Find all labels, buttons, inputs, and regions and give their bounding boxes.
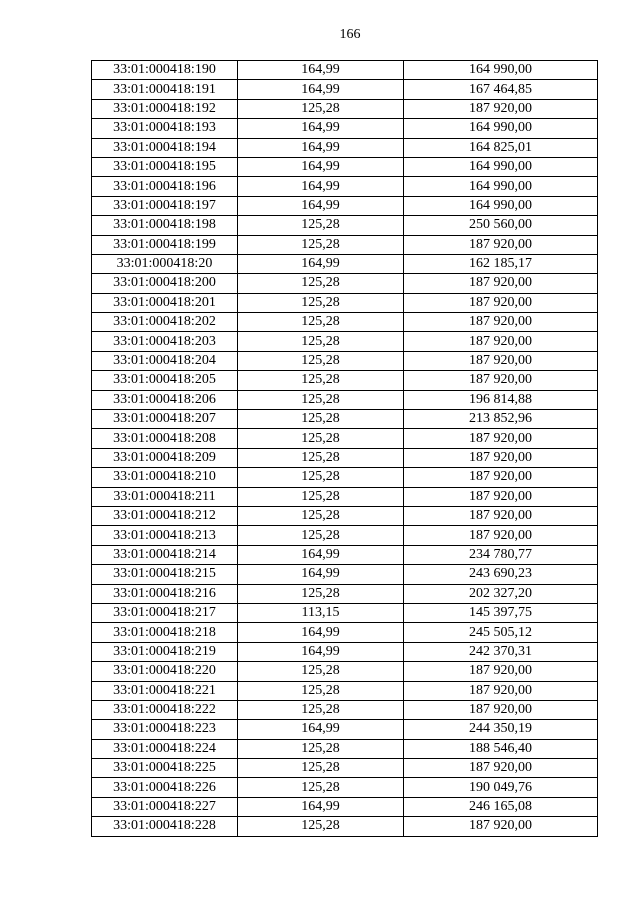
area-cell: 125,28 bbox=[238, 778, 404, 797]
table-row bbox=[92, 506, 598, 525]
table-row bbox=[92, 274, 598, 293]
table-row bbox=[92, 235, 598, 254]
value-cell: 187 920,00 bbox=[404, 235, 598, 254]
value-cell: 187 920,00 bbox=[404, 332, 598, 351]
cadastral-number-cell: 33:01:000418:199 bbox=[92, 235, 238, 254]
table-row bbox=[92, 778, 598, 797]
area-cell: 164,99 bbox=[238, 254, 404, 273]
table-row bbox=[92, 157, 598, 176]
value-cell: 187 920,00 bbox=[404, 662, 598, 681]
cadastral-number-cell: 33:01:000418:222 bbox=[92, 700, 238, 719]
cadastral-number-cell: 33:01:000418:201 bbox=[92, 293, 238, 312]
value-cell: 187 920,00 bbox=[404, 429, 598, 448]
table-row bbox=[92, 138, 598, 157]
cadastral-number-cell: 33:01:000418:217 bbox=[92, 603, 238, 622]
table-row bbox=[92, 293, 598, 312]
cadastral-number-cell: 33:01:000418:193 bbox=[92, 119, 238, 138]
table-row bbox=[92, 700, 598, 719]
cadastral-number-cell: 33:01:000418:218 bbox=[92, 623, 238, 642]
area-cell: 125,28 bbox=[238, 313, 404, 332]
cadastral-number-cell: 33:01:000418:223 bbox=[92, 720, 238, 739]
value-cell: 145 397,75 bbox=[404, 603, 598, 622]
table-row bbox=[92, 448, 598, 467]
value-cell: 187 920,00 bbox=[404, 681, 598, 700]
value-cell: 164 990,00 bbox=[404, 196, 598, 215]
value-cell: 242 370,31 bbox=[404, 642, 598, 661]
value-cell: 234 780,77 bbox=[404, 545, 598, 564]
cadastral-number-cell: 33:01:000418:196 bbox=[92, 177, 238, 196]
table-row bbox=[92, 739, 598, 758]
value-cell: 164 990,00 bbox=[404, 177, 598, 196]
area-cell: 164,99 bbox=[238, 797, 404, 816]
cadastral-number-cell: 33:01:000418:198 bbox=[92, 216, 238, 235]
table-row bbox=[92, 410, 598, 429]
cadastral-number-cell: 33:01:000418:194 bbox=[92, 138, 238, 157]
table-row bbox=[92, 429, 598, 448]
cadastral-number-cell: 33:01:000418:219 bbox=[92, 642, 238, 661]
value-cell: 202 327,20 bbox=[404, 584, 598, 603]
table-row bbox=[92, 797, 598, 816]
area-cell: 164,99 bbox=[238, 720, 404, 739]
value-cell: 250 560,00 bbox=[404, 216, 598, 235]
value-cell: 164 990,00 bbox=[404, 61, 598, 80]
cadastral-number-cell: 33:01:000418:221 bbox=[92, 681, 238, 700]
value-cell: 187 920,00 bbox=[404, 293, 598, 312]
area-cell: 125,28 bbox=[238, 410, 404, 429]
area-cell: 125,28 bbox=[238, 216, 404, 235]
value-cell: 167 464,85 bbox=[404, 80, 598, 99]
cadastral-number-cell: 33:01:000418:225 bbox=[92, 759, 238, 778]
value-cell: 213 852,96 bbox=[404, 410, 598, 429]
cadastral-number-cell: 33:01:000418:204 bbox=[92, 351, 238, 370]
value-cell: 187 920,00 bbox=[404, 506, 598, 525]
area-cell: 125,28 bbox=[238, 662, 404, 681]
table-row bbox=[92, 371, 598, 390]
cadastral-number-cell: 33:01:000418:203 bbox=[92, 332, 238, 351]
cadastral-number-cell: 33:01:000418:20 bbox=[92, 254, 238, 273]
area-cell: 125,28 bbox=[238, 448, 404, 467]
area-cell: 125,28 bbox=[238, 681, 404, 700]
value-cell: 187 920,00 bbox=[404, 487, 598, 506]
value-cell: 246 165,08 bbox=[404, 797, 598, 816]
cadastral-number-cell: 33:01:000418:214 bbox=[92, 545, 238, 564]
cadastral-number-cell: 33:01:000418:228 bbox=[92, 817, 238, 836]
cadastral-number-cell: 33:01:000418:197 bbox=[92, 196, 238, 215]
value-cell: 162 185,17 bbox=[404, 254, 598, 273]
page-number: 166 bbox=[339, 27, 361, 42]
table-row bbox=[92, 487, 598, 506]
value-cell: 187 920,00 bbox=[404, 759, 598, 778]
cadastral-number-cell: 33:01:000418:195 bbox=[92, 157, 238, 176]
cadastral-number-cell: 33:01:000418:202 bbox=[92, 313, 238, 332]
table-row bbox=[92, 759, 598, 778]
table-row bbox=[92, 390, 598, 409]
value-cell: 187 920,00 bbox=[404, 99, 598, 118]
table-row bbox=[92, 603, 598, 622]
cadastral-number-cell: 33:01:000418:220 bbox=[92, 662, 238, 681]
table-row bbox=[92, 313, 598, 332]
area-cell: 164,99 bbox=[238, 80, 404, 99]
cadastral-number-cell: 33:01:000418:208 bbox=[92, 429, 238, 448]
area-cell: 164,99 bbox=[238, 119, 404, 138]
cadastral-number-cell: 33:01:000418:215 bbox=[92, 565, 238, 584]
table-row bbox=[92, 254, 598, 273]
cadastral-number-cell: 33:01:000418:224 bbox=[92, 739, 238, 758]
area-cell: 125,28 bbox=[238, 390, 404, 409]
area-cell: 164,99 bbox=[238, 545, 404, 564]
cadastral-number-cell: 33:01:000418:226 bbox=[92, 778, 238, 797]
cadastral-number-cell: 33:01:000418:190 bbox=[92, 61, 238, 80]
area-cell: 164,99 bbox=[238, 565, 404, 584]
table-row bbox=[92, 720, 598, 739]
table-row bbox=[92, 351, 598, 370]
area-cell: 125,28 bbox=[238, 526, 404, 545]
area-cell: 113,15 bbox=[238, 603, 404, 622]
table-row bbox=[92, 119, 598, 138]
table-row bbox=[92, 216, 598, 235]
value-cell: 187 920,00 bbox=[404, 526, 598, 545]
area-cell: 125,28 bbox=[238, 487, 404, 506]
value-cell: 164 990,00 bbox=[404, 119, 598, 138]
area-cell: 125,28 bbox=[238, 332, 404, 351]
area-cell: 164,99 bbox=[238, 157, 404, 176]
table-row bbox=[92, 99, 598, 118]
area-cell: 164,99 bbox=[238, 196, 404, 215]
table-row bbox=[92, 642, 598, 661]
area-cell: 125,28 bbox=[238, 99, 404, 118]
area-cell: 125,28 bbox=[238, 293, 404, 312]
table-row bbox=[92, 545, 598, 564]
value-cell: 187 920,00 bbox=[404, 468, 598, 487]
cadastral-number-cell: 33:01:000418:206 bbox=[92, 390, 238, 409]
value-cell: 164 990,00 bbox=[404, 157, 598, 176]
cadastral-number-cell: 33:01:000418:227 bbox=[92, 797, 238, 816]
area-cell: 125,28 bbox=[238, 468, 404, 487]
value-cell: 190 049,76 bbox=[404, 778, 598, 797]
cadastral-number-cell: 33:01:000418:192 bbox=[92, 99, 238, 118]
cadastral-number-cell: 33:01:000418:216 bbox=[92, 584, 238, 603]
table-row bbox=[92, 817, 598, 836]
table-row bbox=[92, 681, 598, 700]
cadastral-number-cell: 33:01:000418:209 bbox=[92, 448, 238, 467]
area-cell: 164,99 bbox=[238, 138, 404, 157]
area-cell: 125,28 bbox=[238, 759, 404, 778]
cadastral-number-cell: 33:01:000418:212 bbox=[92, 506, 238, 525]
area-cell: 125,28 bbox=[238, 235, 404, 254]
value-cell: 188 546,40 bbox=[404, 739, 598, 758]
table-row bbox=[92, 332, 598, 351]
table-row bbox=[92, 565, 598, 584]
value-cell: 187 920,00 bbox=[404, 313, 598, 332]
area-cell: 125,28 bbox=[238, 429, 404, 448]
area-cell: 125,28 bbox=[238, 817, 404, 836]
area-cell: 164,99 bbox=[238, 623, 404, 642]
area-cell: 125,28 bbox=[238, 739, 404, 758]
cadastral-number-cell: 33:01:000418:211 bbox=[92, 487, 238, 506]
table-row bbox=[92, 526, 598, 545]
table-row bbox=[92, 623, 598, 642]
area-cell: 164,99 bbox=[238, 61, 404, 80]
value-cell: 164 825,01 bbox=[404, 138, 598, 157]
value-cell: 245 505,12 bbox=[404, 623, 598, 642]
table-row bbox=[92, 61, 598, 80]
value-cell: 187 920,00 bbox=[404, 371, 598, 390]
value-cell: 244 350,19 bbox=[404, 720, 598, 739]
cadastral-table bbox=[91, 60, 598, 837]
cadastral-number-cell: 33:01:000418:200 bbox=[92, 274, 238, 293]
table-row bbox=[92, 196, 598, 215]
cadastral-number-cell: 33:01:000418:191 bbox=[92, 80, 238, 99]
value-cell: 187 920,00 bbox=[404, 351, 598, 370]
table-body bbox=[92, 61, 598, 837]
value-cell: 187 920,00 bbox=[404, 274, 598, 293]
table-row bbox=[92, 177, 598, 196]
value-cell: 187 920,00 bbox=[404, 448, 598, 467]
table-row bbox=[92, 662, 598, 681]
area-cell: 125,28 bbox=[238, 351, 404, 370]
cadastral-number-cell: 33:01:000418:213 bbox=[92, 526, 238, 545]
table-row bbox=[92, 584, 598, 603]
area-cell: 125,28 bbox=[238, 584, 404, 603]
value-cell: 187 920,00 bbox=[404, 817, 598, 836]
value-cell: 187 920,00 bbox=[404, 700, 598, 719]
area-cell: 125,28 bbox=[238, 700, 404, 719]
cadastral-number-cell: 33:01:000418:205 bbox=[92, 371, 238, 390]
table-row bbox=[92, 80, 598, 99]
value-cell: 243 690,23 bbox=[404, 565, 598, 584]
area-cell: 125,28 bbox=[238, 506, 404, 525]
table-row bbox=[92, 468, 598, 487]
area-cell: 125,28 bbox=[238, 274, 404, 293]
cadastral-number-cell: 33:01:000418:210 bbox=[92, 468, 238, 487]
area-cell: 125,28 bbox=[238, 371, 404, 390]
area-cell: 164,99 bbox=[238, 642, 404, 661]
value-cell: 196 814,88 bbox=[404, 390, 598, 409]
cadastral-number-cell: 33:01:000418:207 bbox=[92, 410, 238, 429]
area-cell: 164,99 bbox=[238, 177, 404, 196]
